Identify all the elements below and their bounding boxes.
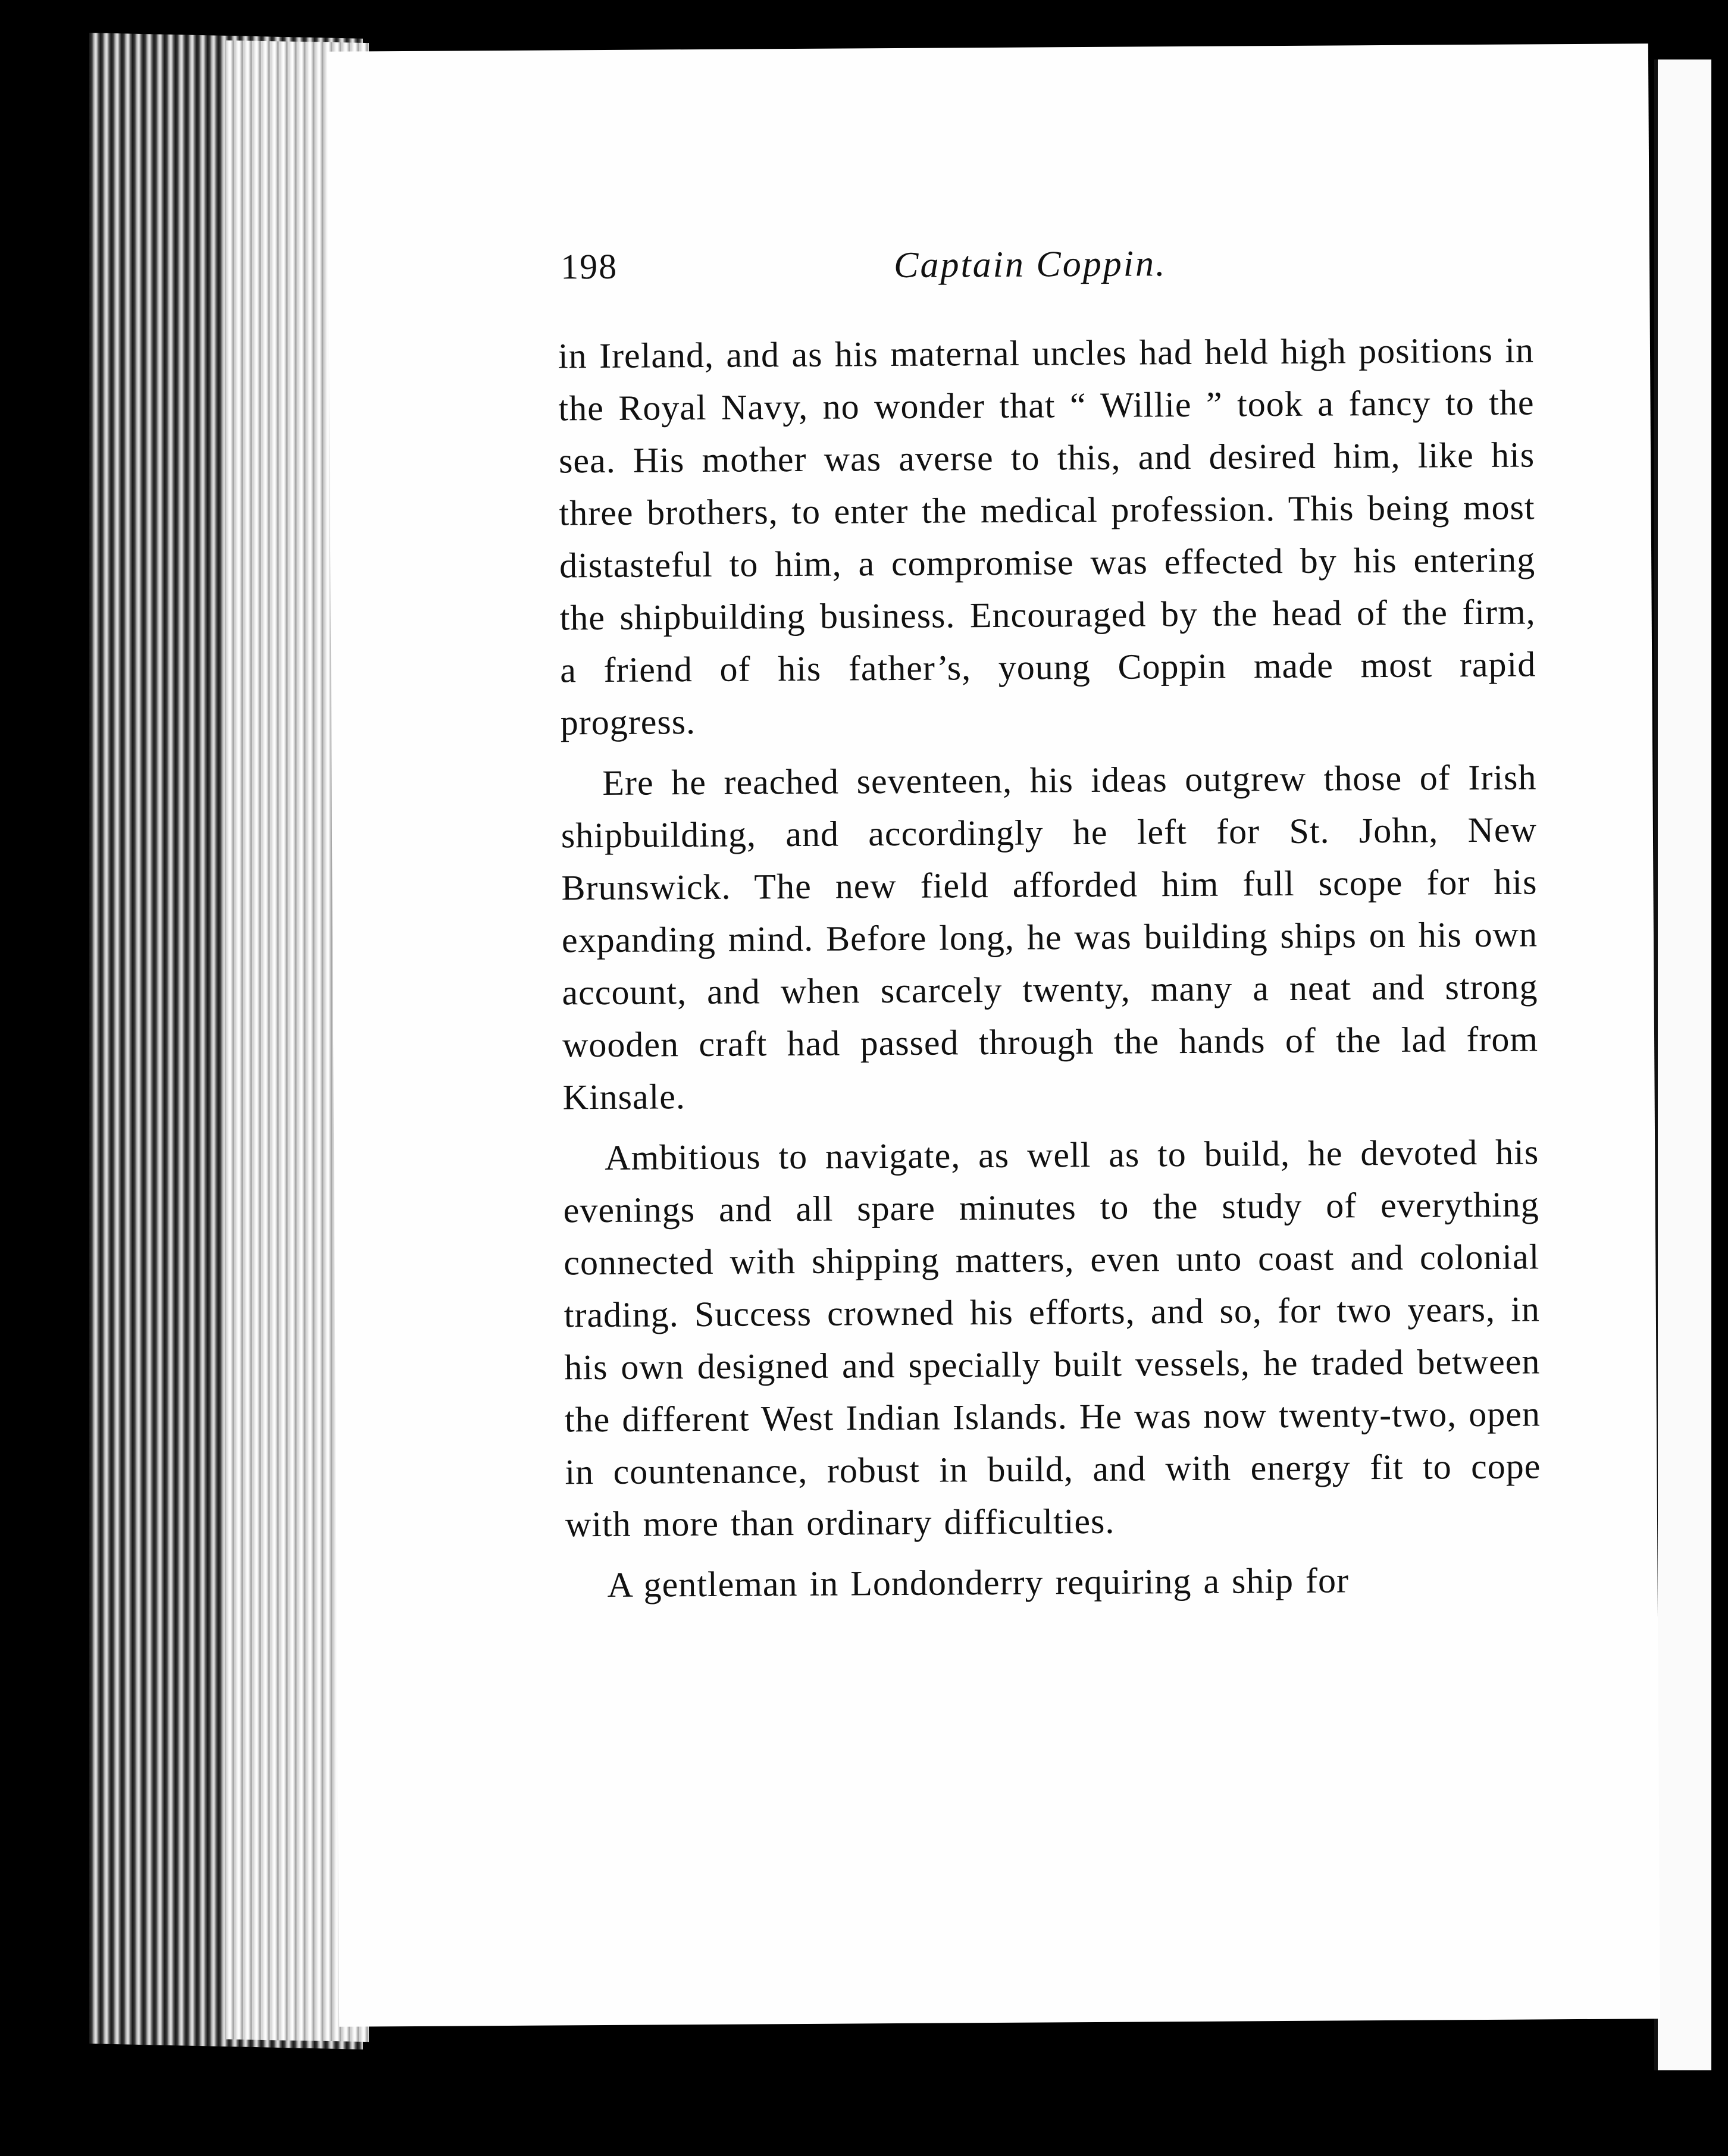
page-number: 198 xyxy=(560,246,618,287)
page-header xyxy=(561,240,1537,306)
paragraph-4: A gentleman in Londonderry requiring a ship for xyxy=(607,1560,1350,1605)
paragraph-2: Ere he reached seventeen, his ideas outgrew those of Irish shipbuilding, and accordingly he left for St. John, New Brunswick. The new field afforded him full scope for his expanding mind. Before long, he was building ships on his own account, and when scarcely twenty, many a neat and strong wooden craft had passed through the hands of the lad from Kinsale. xyxy=(561,757,1539,1117)
running-title: Captain Coppin. xyxy=(893,243,1167,286)
paragraph-1: in Ireland, and as his maternal uncles had held high positions in the Royal Navy, no wonder that “ Willie ” took a fancy to the sea. His mother was averse to this, and desired him, like his three brothers, to enter the medical profession. This being most distasteful to him, a compromise was effected by his entering the shipbuilding business. Encouraged by the head of the firm, a friend of his father’s, young Coppin made most rapid progress. xyxy=(558,330,1536,742)
paragraph-3: Ambitious to navigate, as well as to build, he devoted his evenings and all spare minutes to the study of everything connected with shipping matters, even unto coast and colonial trading. Success crowned his efforts, and so, for two years, in his own designed and specially built vessels, he traded between the different West Indian Islands. He was now twenty-two, open in countenance, robust in build, and with energy fit to cope with more than ordinary difficulties. xyxy=(563,1132,1541,1544)
facing-page-edge xyxy=(1654,59,1711,2070)
book-page xyxy=(327,43,1660,2026)
body-text xyxy=(558,324,1542,1619)
